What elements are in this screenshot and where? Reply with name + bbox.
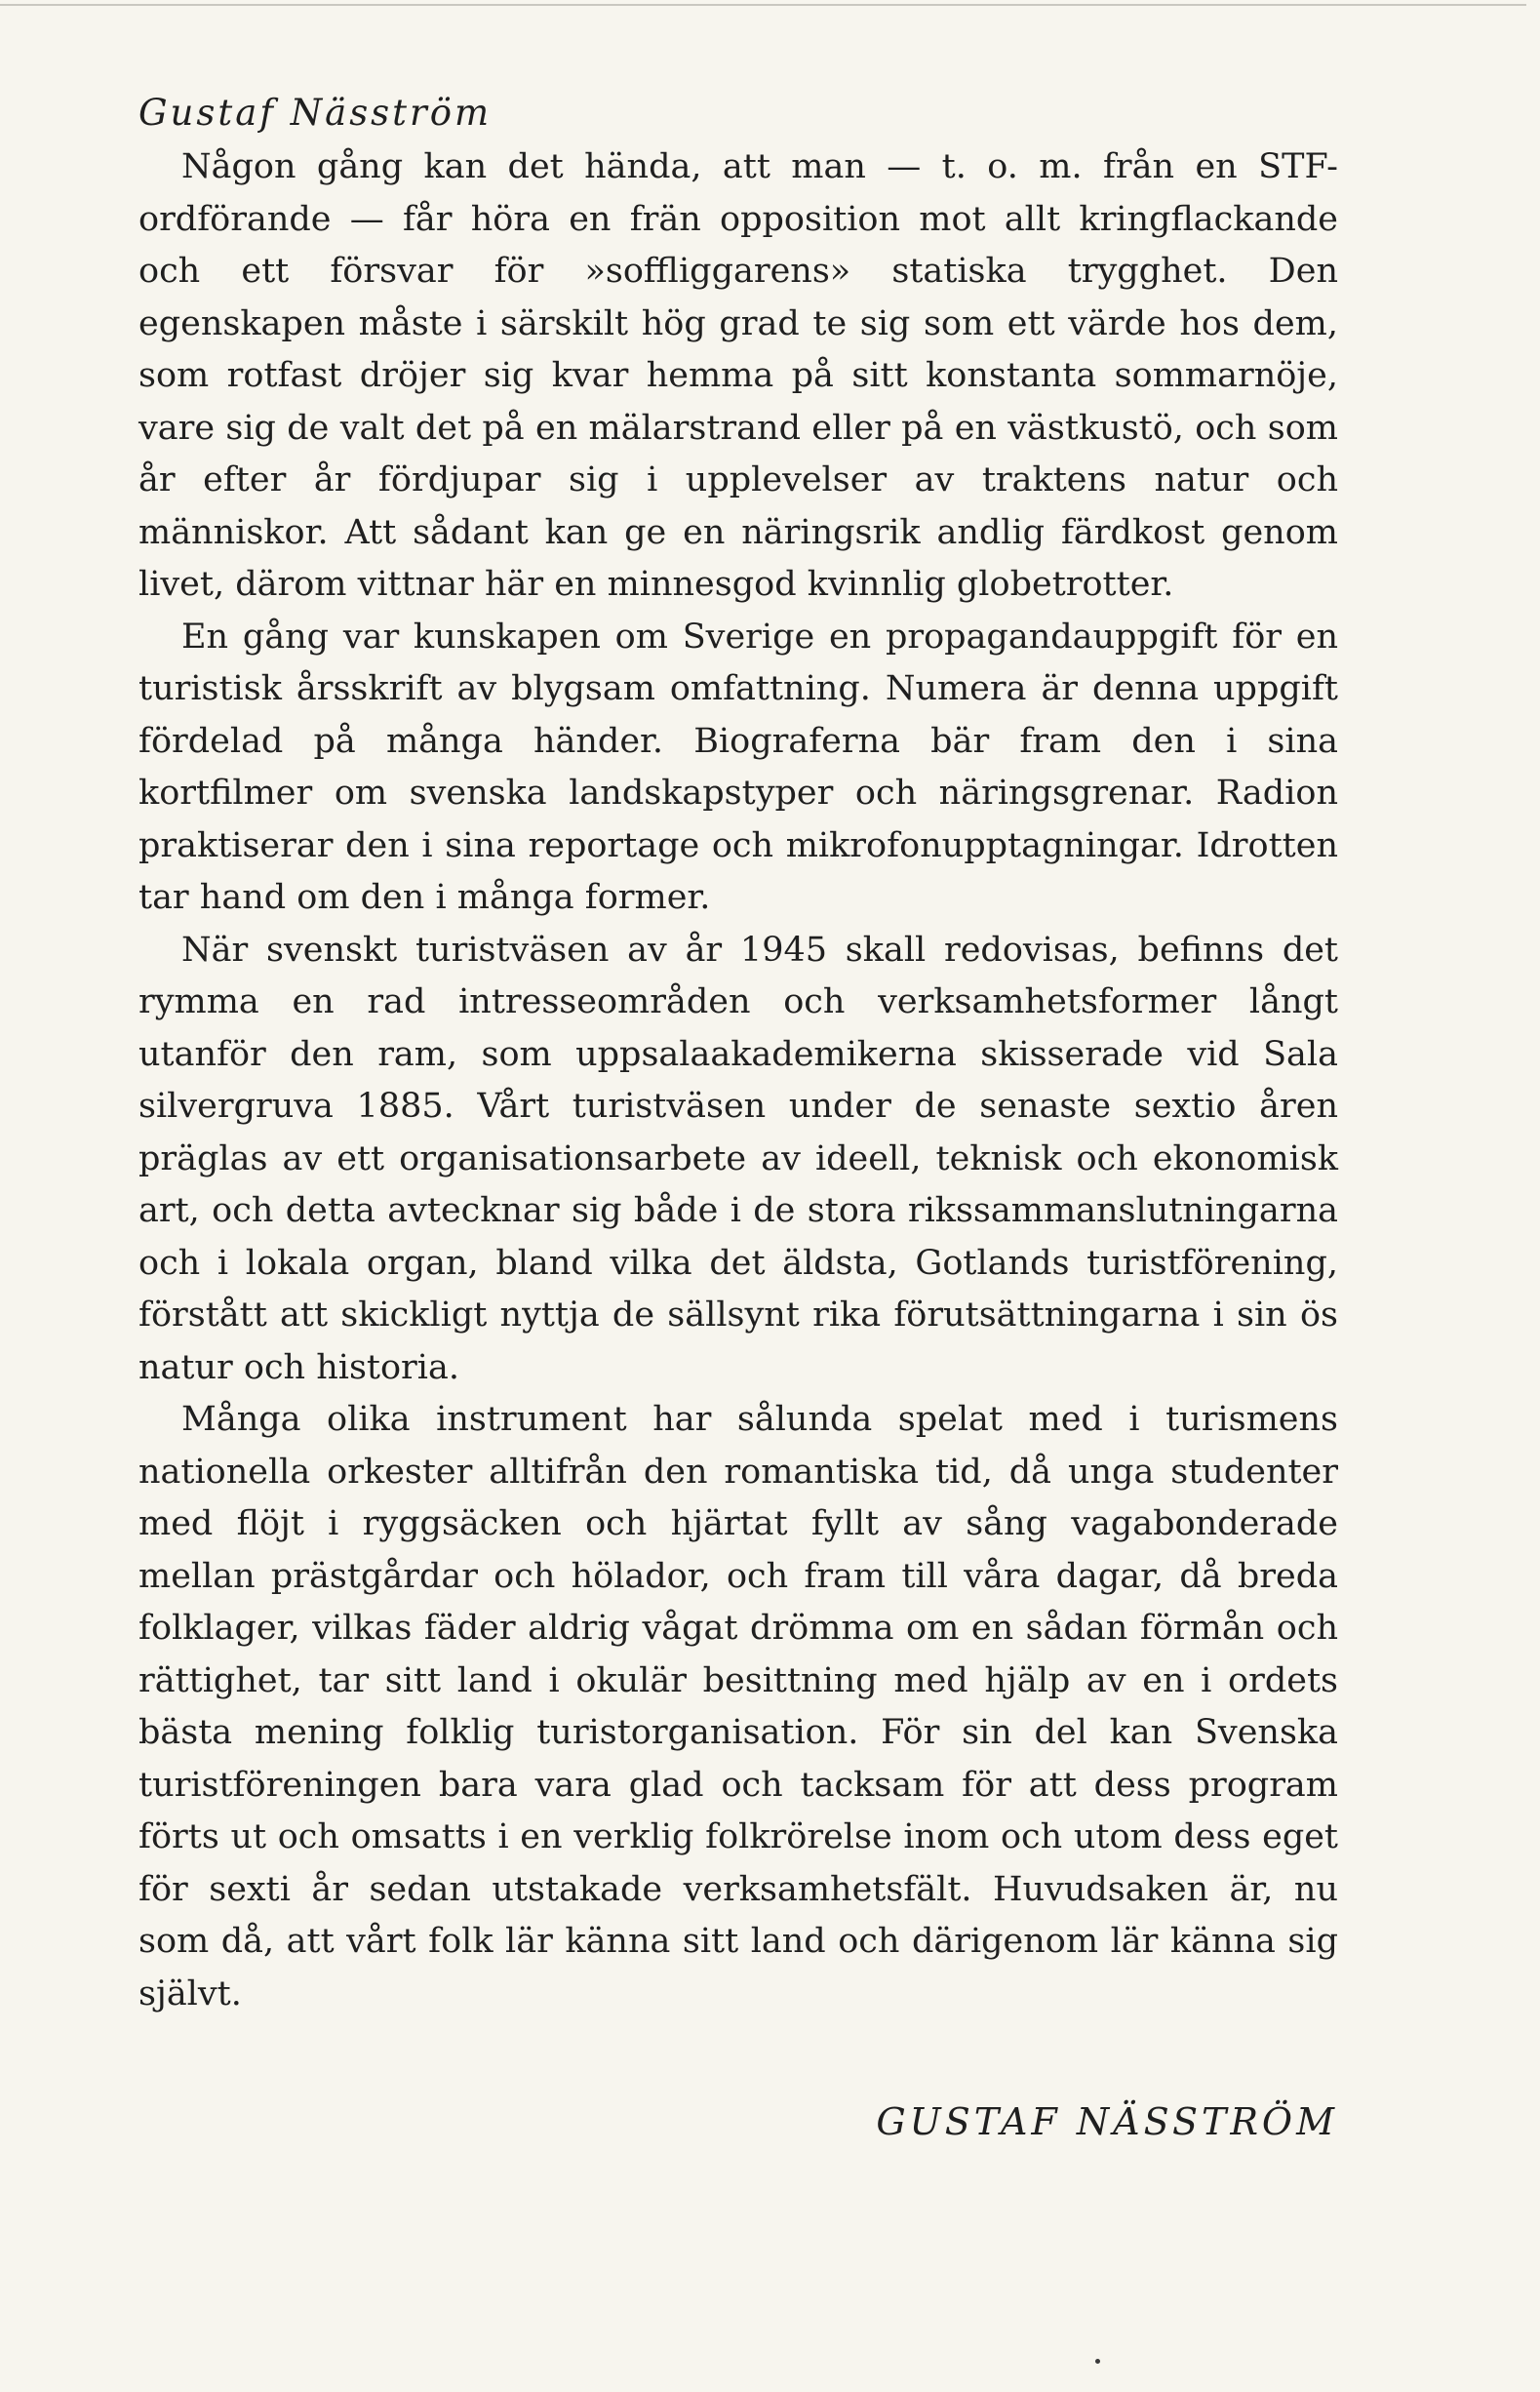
body-text bbox=[138, 141, 1338, 2020]
paragraph-3: När svenskt turistväsen av år 1945 skall redovisas, befinns det rymma en rad intresseområden och verksamhetsformer långt utanför den ram, som uppsalaakademikerna skisserade vid Sala silvergruva 1885. Vårt turistväsen under de senaste sextio åren präglas av ett organisationsarbete av ideell, teknisk och ekonomisk art, och detta avtecknar sig både i de stora rikssammanslutningarna och i lokala organ, bland vilka det äldsta, Gotlands turistförening, förstått att skickligt nyttja de sällsynt rika förutsättningarna i sin ös natur och historia. bbox=[138, 930, 1338, 1387]
paragraph-2: En gång var kunskapen om Sverige en propagandauppgift för en turistisk årsskrift av blygsam omfattning. Numera är denna uppgift fördelad på många händer. Biograferna bär fram den i sina kortfilmer om svenska landskapstyper och näringsgrenar. Radion praktiserar den i sina reportage och mikrofonupptagningar. Idrotten tar hand om den i många former. bbox=[138, 617, 1338, 917]
running-head: Gustaf Näsström bbox=[138, 92, 493, 134]
paragraph-1: Någon gång kan det hända, att man — t. o. m. från en STF-ordförande — får höra en frän opposition mot allt kringflackande och ett försvar för »soffliggarens» statiska trygghet. Den egenskapen måste i särskilt hög grad te sig som ett värde hos dem, som rotfast dröjer sig kvar hemma på sitt konstanta sommarnöje, vare sig de valt det på en mälarstrand eller på en västkustö, och som år efter år fördjupar sig i upplevelser av traktens natur och människor. Att sådant kan ge en näringsrik andlig färdkost genom livet, därom vittnar här en minnesgod kvinnlig globetrotter. bbox=[138, 147, 1338, 604]
paragraph-4: Många olika instrument har sålunda spelat med i turismens nationella orkester alltifrån den romantiska tid, då unga studenter med flöjt i ryggsäcken och hjärtat fyllt av sång vagabonderade mellan prästgårdar och hölador, och fram till våra dagar, då breda folklager, vilkas fäder aldrig vågat drömma om en sådan förmån och rättighet, tar sitt land i okulär besittning med hjälp av en i ordets bästa mening folklig turistorganisation. För sin del kan Svenska turistföreningen bara vara glad och tacksam för att dess program förts ut och omsatts i en verklig folkrörelse inom och utom dess eget för sexti år sedan utstakade verksamhetsfält. Huvudsaken är, nu som då, att vårt folk lär känna sitt land och därigenom lär känna sig självt. bbox=[138, 1400, 1338, 2013]
top-edge-rule bbox=[0, 4, 1526, 6]
print-speck bbox=[1095, 2359, 1100, 2364]
author-signature: GUSTAF NÄSSTRÖM bbox=[876, 2100, 1338, 2143]
